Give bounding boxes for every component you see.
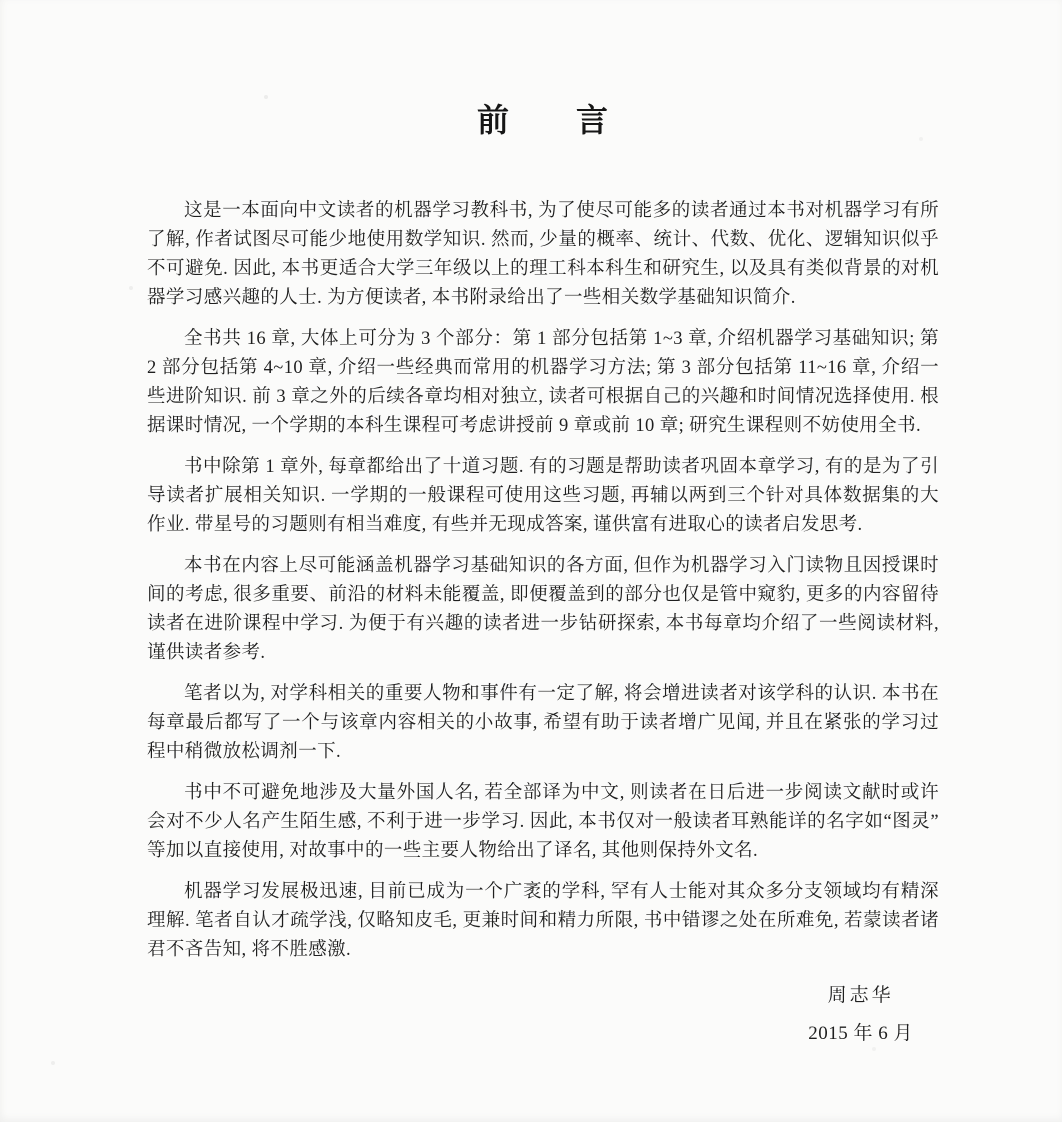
page-title: 前 言 — [476, 102, 609, 138]
preface-paragraph-2: 全书共 16 章, 大体上可分为 3 个部分：第 1 部分包括第 1~3 章, 介绍机器学习基础知识; 第 2 部分包括第 4~10 章, 介绍一些经典而常用的机器学习方法; 第 3 部分包括第 11~16 章, 介绍一些进阶知识. 前 3 章之外的后续各章均相对独立, 读者可根据自己的兴趣和时间情况选择使用. 根据课时情况, 一个学期的本科生课程可考虑讲授前 9 章或前 10 章; 研究生课程则不妨使用全书. — [147, 329, 939, 436]
preface-paragraph-6: 书中不可避免地涉及大量外国人名, 若全部译为中文, 则读者在日后进一步阅读文献时或许会对不少人名产生陌生感, 不利于进一步学习. 因此, 本书仅对一般读者耳熟能详的名字如“图灵”等加以直接使用, 对故事中的一些主要人物给出了译名, 其他则保持外文名. — [147, 783, 939, 861]
scan-speckles — [0, 0, 2, 2]
preface-paragraph-3: 书中除第 1 章外, 每章都给出了十道习题. 有的习题是帮助读者巩固本章学习, 有的是为了引导读者扩展相关知识. 一学期的一般课程可使用这些习题, 再辅以两到三个针对具体数据集的大作业. 带星号的习题则有相当难度, 有些并无现成答案, 谨供富有进取心的读者启发思考. — [147, 457, 939, 535]
signature-date: 2015 年 6 月 — [808, 1023, 913, 1044]
preface-body — [147, 197, 939, 977]
preface-paragraph-4: 本书在内容上尽可能涵盖机器学习基础知识的各方面, 但作为机器学习入门读物且因授课时间的考虑, 很多重要、前沿的材料未能覆盖, 即便覆盖到的部分也仅是管中窥豹, 更多的内容留待读者在进阶课程中学习. 为便于有兴趣的读者进一步钻研探索, 本书每章均介绍了一些阅读材料, 谨供读者参考. — [147, 556, 939, 663]
preface-paragraph-5: 笔者以为, 对学科相关的重要人物和事件有一定了解, 将会增进读者对该学科的认识. 本书在每章最后都写了一个与该章内容相关的小故事, 希望有助于读者增广见闻, 并且在紧张的学习过程中稍微放松调剂一下. — [147, 684, 939, 762]
signature-inner — [808, 981, 913, 1049]
preface-paragraph-1: 这是一本面向中文读者的机器学习教科书, 为了使尽可能多的读者通过本书对机器学习有所了解, 作者试图尽可能少地使用数学知识. 然而, 少量的概率、统计、代数、优化、逻辑知识似乎不可避免. 因此, 本书更适合大学三年级以上的理工科本科生和研究生, 以及具有类似背景的对机器学习感兴趣的人士. 为方便读者, 本书附录给出了一些相关数学基础知识简介. — [147, 201, 939, 308]
author-name: 周志华 — [827, 985, 894, 1006]
signature-block — [147, 981, 939, 1049]
preface-paragraph-7: 机器学习发展极迅速, 目前已成为一个广袤的学科, 罕有人士能对其众多分支领域均有精深理解. 笔者自认才疏学浅, 仅略知皮毛, 更兼时间和精力所限, 书中错谬之处在所难免, 若蒙读者诸君不吝告知, 将不胜感激. — [147, 882, 939, 960]
